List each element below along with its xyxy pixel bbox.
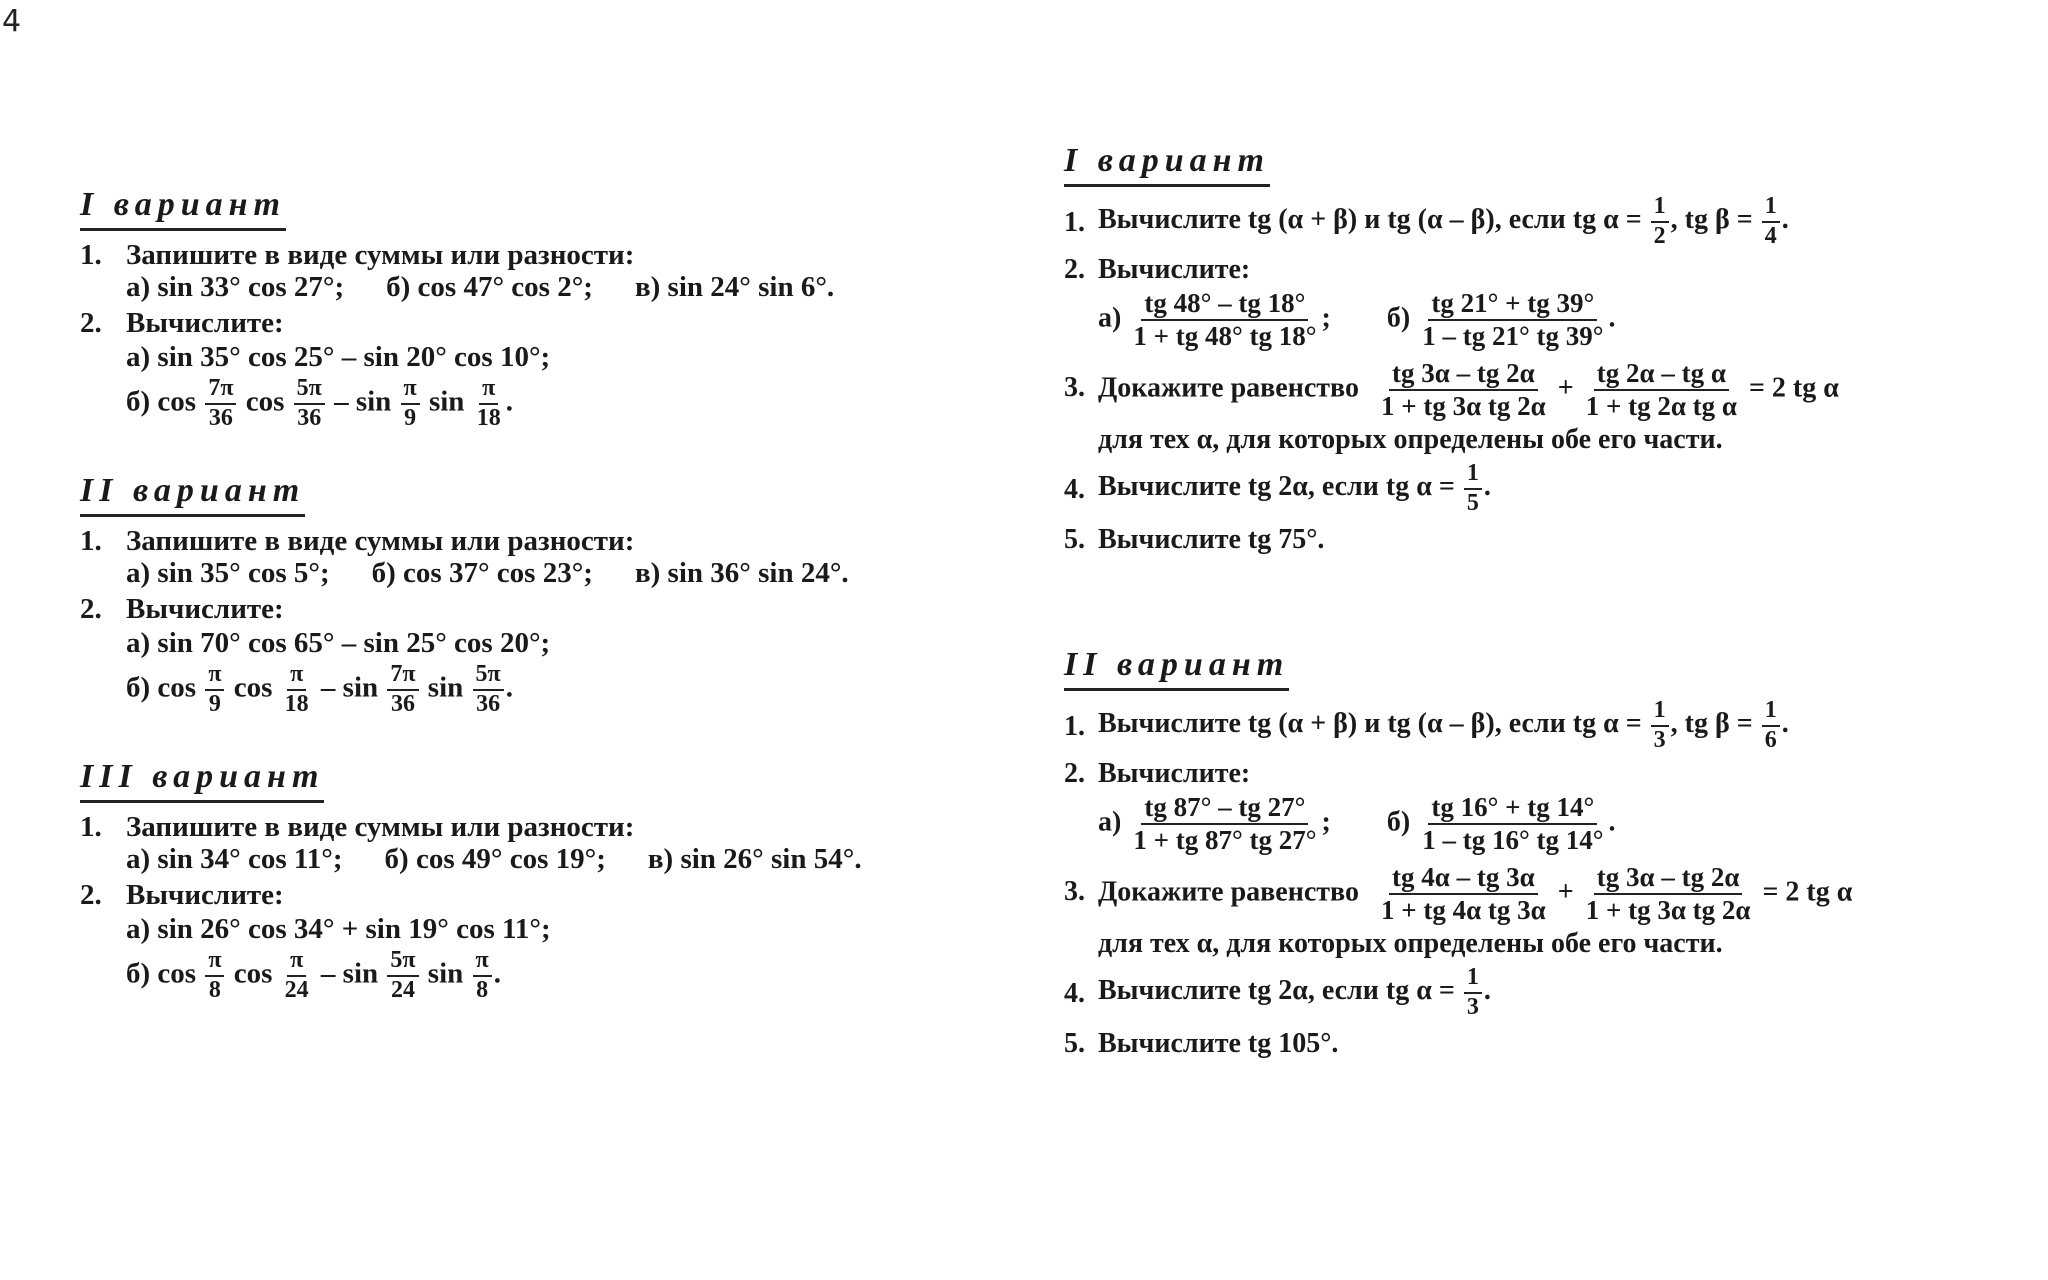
task-2-parts: а) $\frac{tg 87^\circ - tg 27^\circ}{1 + tg 87^\circ tg 27^\circ}$ ; б) $\frac{tg 16^\circ + tg 14^\circ}{1 - tg 16^\circ tg 14^\circ}$ .	[1098, 792, 1616, 856]
task-3: 3. Докажите равенство $\frac{tg 3\alpha - tg 2\alpha}{\text{1 + tg 3α tg 2α}}$ + $\frac{\text{tg 2α – tg α}}{\text{1 + tg 2α tg α}}$ = 2 tg α	[1064, 358, 1839, 422]
fraction: $\frac{5\pi}{36}$	[473, 661, 504, 718]
fraction: $\frac{tg 3\alpha - tg 2\alpha}{\text{1 + tg 3α tg 2α}}$	[1380, 358, 1546, 422]
fraction: $\frac{7\pi}{36}$	[205, 375, 236, 432]
task-1: 1. Запишите в виде суммы или разности:	[80, 239, 635, 271]
task-2: 2. Вычислите:	[80, 879, 284, 911]
fraction: $\frac{tg 3\alpha - tg 2\alpha}{\text{1 + tg 3α tg 2α}}$	[1585, 862, 1751, 926]
fraction: $\frac{\pi}{18}$	[284, 661, 309, 717]
page-number: 4	[2, 4, 22, 39]
right-variant-1	[1064, 142, 1839, 556]
task-2: 2. Вычислите:	[80, 307, 284, 339]
task-2-a: а) sin 26° cos 34° + sin 19° cos 11°;	[126, 913, 551, 945]
task-3-continued: для тех α, для которых определены обе его части.	[1098, 928, 1723, 960]
fraction: $\frac{tg 87^\circ - tg 27^\circ}{1 + tg 87^\circ tg 27^\circ}$	[1133, 792, 1317, 856]
fraction: $\frac{5\pi}{24}$	[387, 947, 418, 1004]
fraction: $\frac{\pi}{8}$	[473, 947, 492, 1004]
fraction: $\frac{tg 48^\circ - tg 18^\circ}{1 + tg 48^\circ tg 18^\circ}$	[1133, 288, 1317, 352]
variant-heading: III вариант	[80, 758, 324, 803]
fraction: $\frac{\pi}{9}$	[205, 661, 224, 718]
task-1-parts: а) sin 33° cos 27°; б) cos 47° cos 2°; в) sin 24° sin 6°.	[126, 271, 835, 303]
task-3-continued: для тех α, для которых определены обе его части.	[1098, 424, 1723, 456]
task-1: 1. Вычислите tg (α + β) и tg (α – β), если tg α = $\frac{1}{3}$ , tg β = $\frac{1}{6}$ .	[1064, 697, 1789, 753]
fraction: $\frac{1}{5}$	[1464, 460, 1482, 517]
fraction: $\frac{\pi}{9}$	[401, 375, 420, 432]
variant-heading: II вариант	[80, 472, 305, 517]
fraction: $\frac{1}{3}$	[1464, 964, 1482, 1021]
fraction: $\frac{\text{tg 2α – tg α}}{\text{1 + tg 2α tg α}}$	[1585, 358, 1737, 422]
fraction: $\frac{\pi}{24}$	[284, 947, 309, 1003]
task-2-b: б) cos $\frac{\pi}{9}$ cos $\frac{\pi}{18}$ – sin $\frac{7\pi}{36}$ sin $\frac{5\pi}{36}$ .	[126, 661, 513, 717]
right-variant-2	[1064, 646, 1852, 1060]
task-5: 5. Вычислите tg 75°.	[1064, 523, 1325, 555]
left-variant-3	[80, 758, 862, 1004]
fraction: $\frac{tg 21^\circ + tg 39^\circ}{1 - tg 21^\circ tg 39^\circ}$	[1422, 288, 1604, 352]
task-2: 2. Вычислите:	[1064, 758, 1251, 790]
task-4: 4. Вычислите tg 2α, если tg α = $\frac{1}{5}$ .	[1064, 460, 1491, 516]
task-2-parts: а) $\frac{tg 48^\circ - tg 18^\circ}{1 + tg 48^\circ tg 18^\circ}$ ; б) $\frac{tg 21^\circ + tg 39^\circ}{1 - tg 21^\circ tg 39^\circ}$ .	[1098, 288, 1616, 352]
task-2-a: а) sin 70° cos 65° – sin 25° cos 20°;	[126, 627, 551, 659]
fraction: $\frac{1}{2}$	[1651, 193, 1669, 250]
task-1: 1. Запишите в виде суммы или разности:	[80, 525, 635, 557]
fraction: $\frac{\pi}{18}$	[476, 375, 501, 431]
task-2-a: а) sin 35° cos 25° – sin 20° cos 10°;	[126, 341, 551, 373]
task-2: 2. Вычислите:	[80, 593, 284, 625]
task-3: 3. Докажите равенство $\frac{tg 4\alpha - tg 3\alpha}{\text{1 + tg 4α tg 3α}}$ + $\frac{tg 3\alpha - tg 2\alpha}{\text{1 + tg 3α tg 2α}}$ = 2 tg α	[1064, 862, 1853, 926]
task-4: 4. Вычислите tg 2α, если tg α = $\frac{1}{3}$ .	[1064, 964, 1491, 1020]
variant-heading: II вариант	[1064, 646, 1289, 691]
task-1: 1. Вычислите tg (α + β) и tg (α – β), если tg α = $\frac{1}{2}$ , tg β = $\frac{1}{4}$ .	[1064, 193, 1789, 249]
task-1-parts: а) sin 35° cos 5°; б) cos 37° cos 23°; в) sin 36° sin 24°.	[126, 557, 849, 589]
fraction: $\frac{1}{6}$	[1762, 697, 1780, 754]
task-1-parts: а) sin 34° cos 11°; б) cos 49° cos 19°; в) sin 26° sin 54°.	[126, 843, 862, 875]
fraction: $\frac{1}{4}$	[1762, 193, 1780, 250]
fraction: $\frac{5\pi}{36}$	[294, 375, 325, 432]
task-5: 5. Вычислите tg 105°.	[1064, 1027, 1339, 1059]
variant-heading: I вариант	[1064, 142, 1270, 187]
left-variant-1	[80, 186, 834, 432]
task-1: 1. Запишите в виде суммы или разности:	[80, 811, 635, 843]
task-2: 2. Вычислите:	[1064, 254, 1251, 286]
fraction: $\frac{tg 4\alpha - tg 3\alpha}{\text{1 + tg 4α tg 3α}}$	[1380, 862, 1546, 926]
fraction: $\frac{\pi}{8}$	[205, 947, 224, 1004]
left-variant-2	[80, 472, 849, 718]
fraction: $\frac{7\pi}{36}$	[387, 661, 418, 718]
fraction: $\frac{1}{3}$	[1651, 697, 1669, 754]
task-2-b: б) cos $\frac{\pi}{8}$ cos $\frac{\pi}{24}$ – sin $\frac{5\pi}{24}$ sin $\frac{\pi}{8}$ .	[126, 947, 501, 1003]
variant-heading: I вариант	[80, 186, 286, 231]
fraction: $\frac{tg 16^\circ + tg 14^\circ}{1 - tg 16^\circ tg 14^\circ}$	[1422, 792, 1604, 856]
task-2-b: б) cos $\frac{7\pi}{36}$ cos $\frac{5\pi}{36}$ – sin $\frac{\pi}{9}$ sin $\frac{\pi}{18}$ .	[126, 375, 513, 431]
